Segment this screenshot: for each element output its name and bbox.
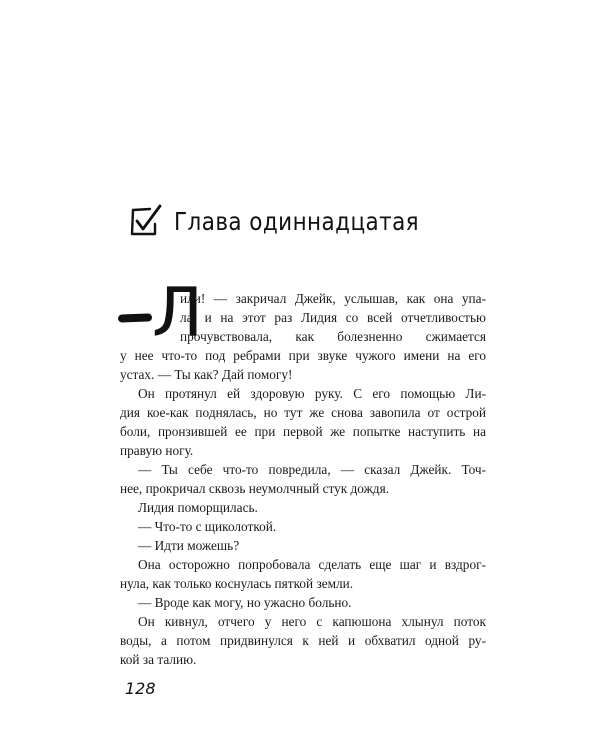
text-line: — Ты себе что-то повредила, — сказал Джейк. Точ- <box>138 462 486 477</box>
page-number: 128 <box>125 679 156 698</box>
text-line: воды, а потом придвинулся к ней и обхватил одной ру- <box>120 633 486 648</box>
text-line: — Что-то с щиколоткой. <box>138 519 277 534</box>
text-line: устах. — Ты как? Дай помогу! <box>120 367 293 382</box>
text-line: Он протянул ей здоровую руку. С его помощью Ли- <box>138 386 486 401</box>
checkbox-checked-icon <box>128 203 164 239</box>
text-line: Она осторожно попробовала сделать еще шаг и вздрог- <box>138 557 486 572</box>
text-line: дия кое-как поднялась, но тут же снова завопила от острой <box>120 405 486 420</box>
body-text <box>120 289 486 669</box>
text-line: нула, как только коснулась пяткой земли. <box>120 576 354 591</box>
text-line: боли, пронзившей ее при первой же попытке наступить на <box>120 424 486 439</box>
text-line: — Вроде как могу, но ужасно больно. <box>138 595 352 610</box>
text-line: Лидия поморщилась. <box>138 500 258 515</box>
chapter-heading <box>128 203 459 239</box>
text-line: у нее что-то под ребрами при звуке чужого имени на его <box>120 348 486 363</box>
text-line: Он кивнул, отчего у него с капюшона хлынул поток <box>138 614 486 629</box>
chapter-title: Глава одиннадцатая <box>174 206 420 236</box>
text-line: прочувствовала, как болезненно сжимается <box>180 329 486 344</box>
drop-cap-letter: Л <box>152 274 204 353</box>
text-line: или! — закричал Джейк, услышав, как она упа- <box>180 291 486 306</box>
text-line: правую ногу. <box>120 443 194 458</box>
text-line: кой за талию. <box>120 652 197 667</box>
text-line: — Идти можешь? <box>138 538 240 553</box>
text-line: нее, прокричал сквозь неумолчный стук дождя. <box>120 481 390 496</box>
text-line: ла, и на этот раз Лидия со всей отчетливостью <box>180 310 486 325</box>
